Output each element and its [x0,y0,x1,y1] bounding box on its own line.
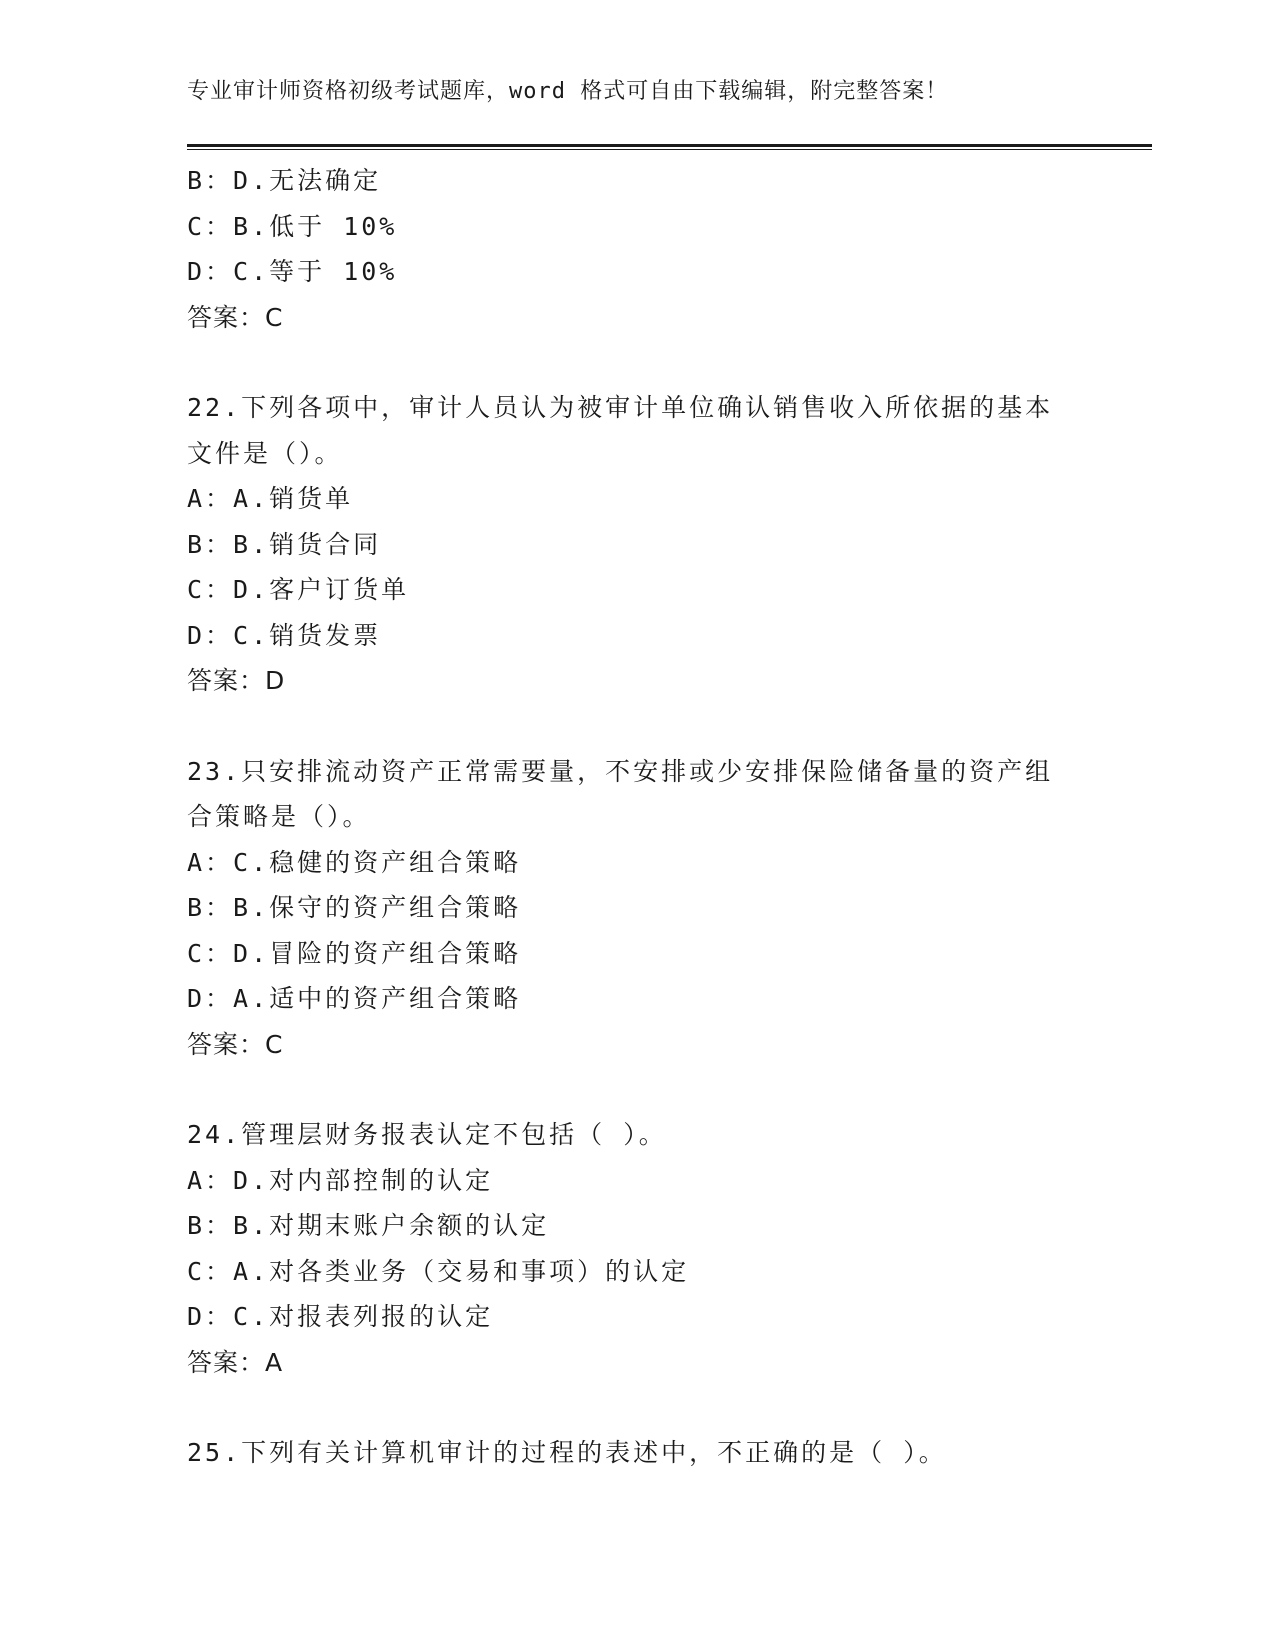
question-stem: 合策略是（）。 [187,802,371,831]
question-22 [187,385,1087,704]
option-a: A：A.销货单 [187,484,354,513]
question-stem: 23.只安排流动资产正常需要量，不安排或少安排保险储备量的资产组 [187,756,1054,786]
answer-line: 答案：A [187,1347,284,1377]
option-b: B：B.销货合同 [187,529,382,559]
header-divider [187,144,1152,150]
option-c: C：D.客户订货单 [187,575,410,604]
option-c: C：D.冒险的资产组合策略 [187,938,522,968]
answer-line: 答案：C [187,302,284,332]
answer-line: 答案：D [187,666,286,695]
spacer [187,340,1087,385]
option-c: C：A.对各类业务（交易和事项）的认定 [187,1256,690,1286]
option-b: B：B.保守的资产组合策略 [187,893,522,922]
page-header: 专业审计师资格初级考试题库，word 格式可自由下载编辑，附完整答案！ [187,79,949,104]
question-25 [187,1430,1087,1476]
question-23 [187,749,1087,1068]
question-24 [187,1112,1087,1385]
option-d: D：A.适中的资产组合策略 [187,984,522,1013]
option-d: D：C.销货发票 [187,620,382,650]
option-b: B：B.对期末账户余额的认定 [187,1211,550,1240]
question-stem: 文件是（）。 [187,438,343,468]
question-stem: 25.下列有关计算机审计的过程的表述中，不正确的是（ ）。 [187,1438,947,1467]
spacer [187,704,1087,749]
spacer [187,1385,1087,1430]
question-content [187,158,1087,1476]
spacer [187,1067,1087,1112]
option-d: D：C.对报表列报的认定 [187,1302,494,1331]
question-stem: 22.下列各项中，审计人员认为被审计单位确认销售收入所依据的基本 [187,393,1054,422]
answer-line: 答案：C [187,1029,284,1059]
option-a: A：D.对内部控制的认定 [187,1165,494,1195]
option-c: C：B.低于 10% [187,211,398,241]
question-stem: 24.管理层财务报表认定不包括（ ）。 [187,1120,667,1149]
question-21-tail [187,158,1087,340]
option-d: D：C.等于 10% [187,257,398,286]
option-b: B：D.无法确定 [187,166,382,195]
option-a: A：C.稳健的资产组合策略 [187,847,522,877]
